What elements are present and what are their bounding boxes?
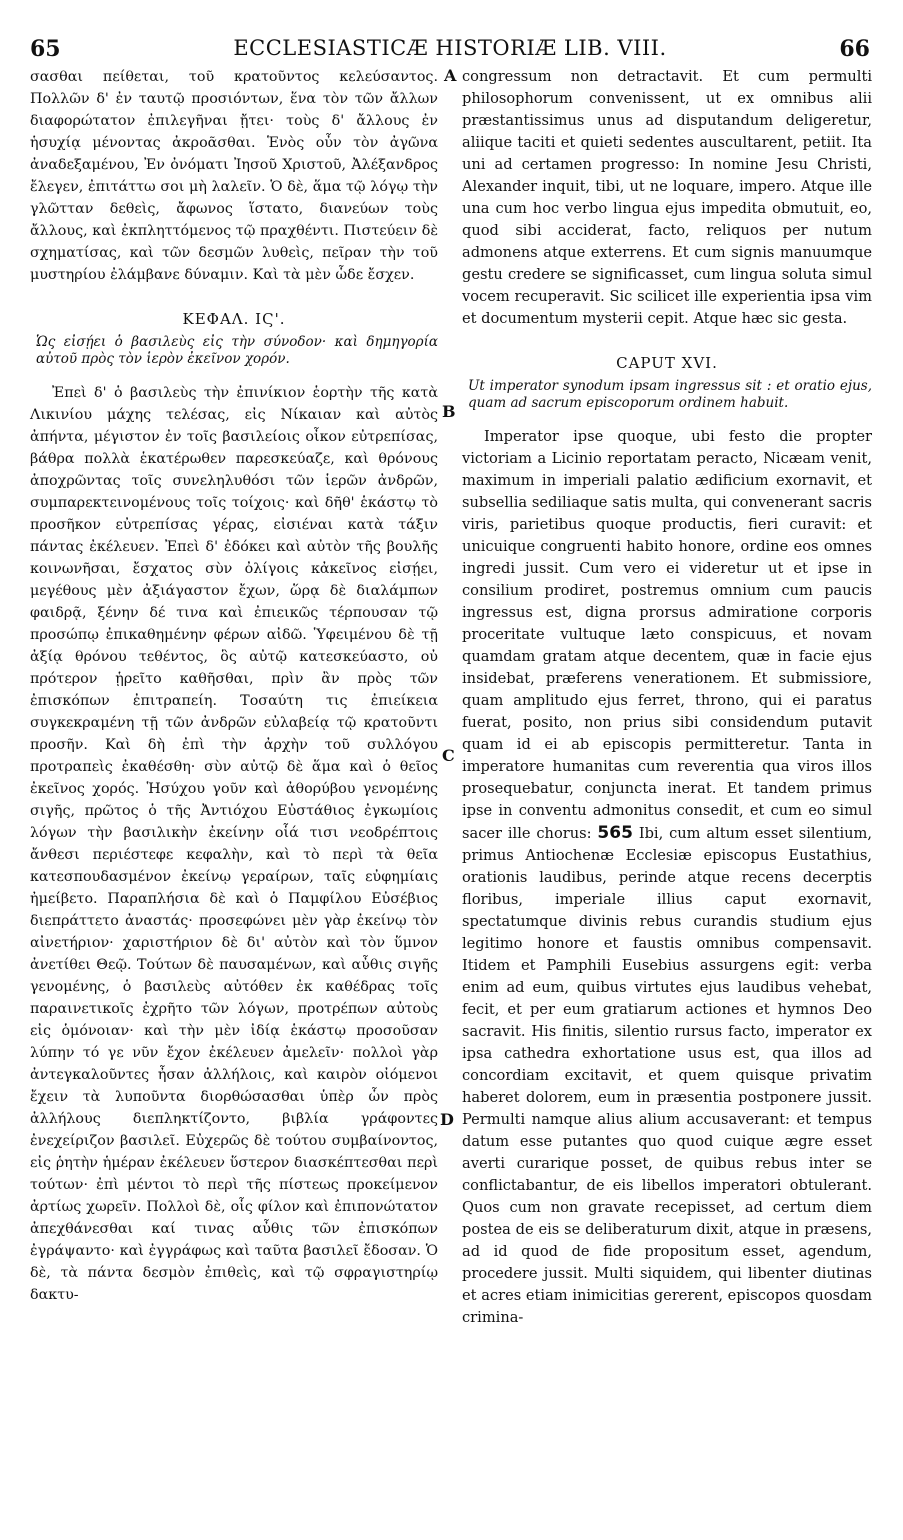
latin-body-text-2: Ibi, cum altum esset silentium, primus Antiochenæ Ecclesiæ episcopus Eustathius, orationis laudibus, perinde atque recens decerptis floribus, imperiale illius caput exornavit, spectatumque divinis rebus curandis studium ejus legitimo honore et faustis omnibus compensavit. Itidem et Pamphili Eusebius assurgens egit: verba enim ad eum, quibus virtutes ejus laudibus vehebat, fecit, et per eum gratiarum actiones et hymnos Deo sacravit. His finitis, silentio rursus facto, imperator ex ipsa cathedra exhortatione usus est, qua illos ad concordiam excitavit, et quem quisque privatim haberet dolorem, eum in præsentia postponere jussit. Permulti namque alius alium accusaverant: et tempus datum esse putantes quo quod cuique ægre esset averti curarique posset, de quibus rebus inter se conflictabantur, de eis libellos imperatori obtulerant. Quos cum non gravate recepisset, ad certum diem postea de eis se deliberaturum dixit, atque in præsens, ad id quod de fide propositum esset, agendum, procedere jussit. Multi siquidem, qui libenter diutinas et acres etiam inimicitias gererent, episcopos quosdam crimina- [462, 825, 873, 1326]
latin-chapter-title: CAPUT XVI. [616, 354, 718, 372]
latin-body-paragraph [462, 426, 872, 1329]
greek-body-paragraph: Ἐπεὶ δ' ὁ βασιλεὺς τὴν ἐπινίκιον ἑορτὴν τῆς κατὰ Λικινίου μάχης τελέσας, εἰς Νίκαιαν καὶ αὐτὸς ἀπήντα, μέγιστον ἐν τοῖς βασιλείοις οἶκον εὐτρεπίσας, βάθρα πολλὰ ἑκατέρωθεν παρεσκεύαζε, καὶ θρόνους ἀποχρῶντας τοῖς συνεληλυθόσι τῶν ἱερῶν ἀνδρῶν, συμπαρεκτεινομένους τοῖς τοίχοις· καὶ δῆθ' ἑκάστῳ τὸ προσῆκον εὐτρεπίσας γέρας, εἰσιέναι κατὰ τάξιν πάντας ἐκέλευεν. Ἐπεὶ δ' ἐδόκει καὶ αὐτὸν τῆς βουλῆς κοινωνῆσαι, ἔσχατος σὺν ὀλίγοις κἀκεῖνος εἰσῄει, μεγέθους μὲν ἀξιάγαστον ἔχων, ὥρᾳ δὲ διαλάμπων φαιδρᾷ, ξένην δέ τινα καὶ ἐπιεικῶς τέρπουσαν τῷ προσώπῳ ἐπικαθημένην φέρων αἰδῶ. Ὑφειμένου δὲ τῇ ἀξίᾳ θρόνου τεθέντος, ὃς αὐτῷ κατεσκεύαστο, οὐ πρότερον ᾑρεῖτο καθῆσθαι, πρὶν ἂν πρὸς τῶν ἐπισκόπων ἐπιτραπείη. Τοσαύτη τις ἐπιείκεια συγκεκραμένη τῇ τῶν ἀνδρῶν εὐλαβείᾳ τῷ κρατοῦντι προσῆν. Καὶ δὴ ἐπὶ τὴν ἀρχὴν τοῦ συλλόγου προτραπεὶς ἐκαθέσθη· σὺν αὐτῷ δὲ ἅμα καὶ ὁ θεῖος ἐκεῖνος χορός. Ἡσύχου γοῦν καὶ ἀθορύβου γενομένης σιγῆς, πρῶτος ὁ τῆς Ἀντιόχου Εὐστάθιος ἐγκωμίοις λόγων τὴν βασιλικὴν ἐκείνην οἷά τισι νεοδρέπτοις ἄνθεσι περιέστεφε κεφαλὴν, καὶ τὸ περὶ τὰ θεῖα κατεσπουδασμένον ἐκείνῳ γεραίρων, ταῖς εὐφημίαις ἠμείβετο. Παραπλήσια δὲ καὶ ὁ Παμφίλου Εὐσέβιος διεπράττετο ἀναστάς· προσεφώνει μὲν γὰρ ἐκείνῳ τὸν αἰνετήριον· χαριστήριον δὲ δι' αὐτὸν καὶ τὸν ὕμνον ἀνετίθει Θεῷ. Τούτων δὲ παυσαμένων, καὶ αὖθις σιγῆς γενομένης, ὁ βασιλεὺς αὐτόθεν ἐκ καθέδρας τοῖς παραινετικοῖς ἐχρῆτο τῶν λόγων, προτρέπων αὐτοὺς εἰς ὁμόνοιαν· καὶ τὴν μὲν ἰδίᾳ ἑκάστῳ προσοῦσαν λύπην τό γε νῦν ἔχον ἐκέλευεν ἀμελεῖν· πολλοὶ γὰρ ἀντεγκαλοῦντες ἦσαν ἀλλήλοις, καὶ καιρὸν οἰόμενοι ἔχειν τὰ λυποῦντα διορθώσασθαι ὑπὲρ ὧν πρὸς ἀλλήλους διεπληκτίζοντο, βιβλία γράφοντες ἐνεχείριζον βασιλεῖ. Εὐχερῶς δὲ τούτου συμβαίνοντος, εἰς ῥητὴν ἡμέραν ἐκέλευεν ὕστερον διασκέπτεσθαι περὶ τούτων· ἐπὶ μέντοι τὸ περὶ τῆς πίστεως προκείμενον ἀρτίως χωρεῖν. Πολλοὶ δὲ, οἷς φίλον καὶ ἐπιπονώτατον ἀπεχθάνεσθαι καί τινας αὖθις τῶν ἐπισκόπων ἐγράψαντο· καὶ ἐγγράφως καὶ ταῦτα βασιλεῖ ἔδοσαν. Ὁ δὲ, τὰ πάντα δεσμὸν ἐπιθεὶς, καὶ τῷ σφραγιστηρίῳ δακτυ- [30, 385, 438, 1303]
latin-chapter-summary: Ut imperator synodum ipsam ingressus sit : et oratio ejus, quam ad sacrum episcoporum ordinem habuit. [468, 378, 872, 411]
greek-chapter-summary: Ὡς εἰσῄει ὁ βασιλεὺς εἰς τὴν σύνοδον· καὶ δημηγορία αὐτοῦ πρὸς τὸν ἱερὸν ἐκεῖνον χορόν. [36, 334, 438, 367]
margin-letter-b: B [442, 402, 456, 421]
latin-opening-paragraph: congressum non detractavit. Et cum permulti philosophorum convenissent, ut ex omnibus alii præstantissimus unus ad disputandum deligeretur, aliique taciti et quieti sedentes auscultarent, petiit. Ita uni ad certamen progresso: In nomine Jesu Christi, Alexander inquit, tibi, ut ne loquare, impero. Atque ille una cum hoc verbo lingua ejus impedita obmutuit, eo, quod sibi acciderat, facto, reliquos per nutum admonens atque exterrens. Et cum signis manuumque gestu credere se significasset, cum lingua soluta simul vocem recuperavit. Sic scilicet ille experientia ipsa vim et documentum mysterii cepit. Atque hæc sic gesta. [462, 68, 872, 327]
margin-letter-a: A [444, 66, 457, 85]
running-title: ECCLESIASTICÆ HISTORIÆ LIB. VIII. [233, 36, 667, 60]
margin-letter-d: D [440, 1110, 454, 1129]
margin-letter-c: C [442, 746, 455, 765]
greek-column [30, 66, 438, 1306]
greek-opening-paragraph: σασθαι πείθεται, τοῦ κρατοῦντος κελεύσαντος. Πολλῶν δ' ἐν ταυτῷ προσιόντων, ἕνα τὸν τῶν ἄλλων διαφορώτατον ἐπιλεγῆναι ᾔτει· τοὺς δ' ἄλλους ἐν ἡσυχίᾳ μένοντας ἀκροᾶσθαι. Ἑνὸς οὖν τὸν ἀγῶνα ἀναδεξαμένου, Ἐν ὀνόματι Ἰησοῦ Χριστοῦ, Ἀλέξανδρος ἔλεγεν, ἐπιτάττω σοι μὴ λαλεῖν. Ὁ δὲ, ἅμα τῷ λόγῳ τὴν γλῶτταν δεθεὶς, ἄφωνος ἵστατο, διανεύων τοὺς ἄλλους, καὶ ἐκπληττόμενος τῷ πραχθέντι. Πιστεύειν δὲ σχηματίσας, καὶ τῶν δεσμῶν λυθεὶς, πεῖραν τὴν τοῦ μυστηρίου ἐλάμβανε δύναμιν. Καὶ τὰ μὲν ὧδε ἔσχεν. [30, 69, 438, 283]
left-page-number: 65 [30, 36, 61, 62]
latin-column [462, 66, 872, 1329]
latin-body-text-1: Imperator ipse quoque, ubi festo die propter victoriam a Licinio reportatam peracto, Nicæam venit, maximum in imperiali palatio ædificium exornavit, et subsellia sediliaque satis multa, qui convenerant sacris viris, parietibus quoque productis, fieri curavit: et unicuique congruenti habito honore, ordine eos omnes ingredi jussit. Cum vero ei videretur ut et ipse in consilium prodiret, postremus omnium cum paucis ingressus est, digna prorsus admiratione corporis proceritate vultuque læto conspicuus, et novam quamdam gratam atque decentem, quæ in facie ejus insidebat, præferens venerationem. Et submissiore, quam amplitudo ejus ferret, throno, qui ei paratus fuerat, posito, non prius sibi considendum putavit quam id ei ab episcopis permitteretur. Tanta in imperatore humanitas cum reverentia qua viros illos prosequebatur, conjuncta inerat. Et tandem primus ipse in conventu admonitus consedit, et cum eo simul sacer ille chorus: [462, 428, 872, 842]
page-marker-number: 565 [597, 823, 633, 843]
page-header [30, 36, 870, 66]
greek-chapter-title: ΚΕΦΑΛ. ΙϚ'. [182, 310, 286, 328]
right-page-number: 66 [839, 36, 870, 62]
